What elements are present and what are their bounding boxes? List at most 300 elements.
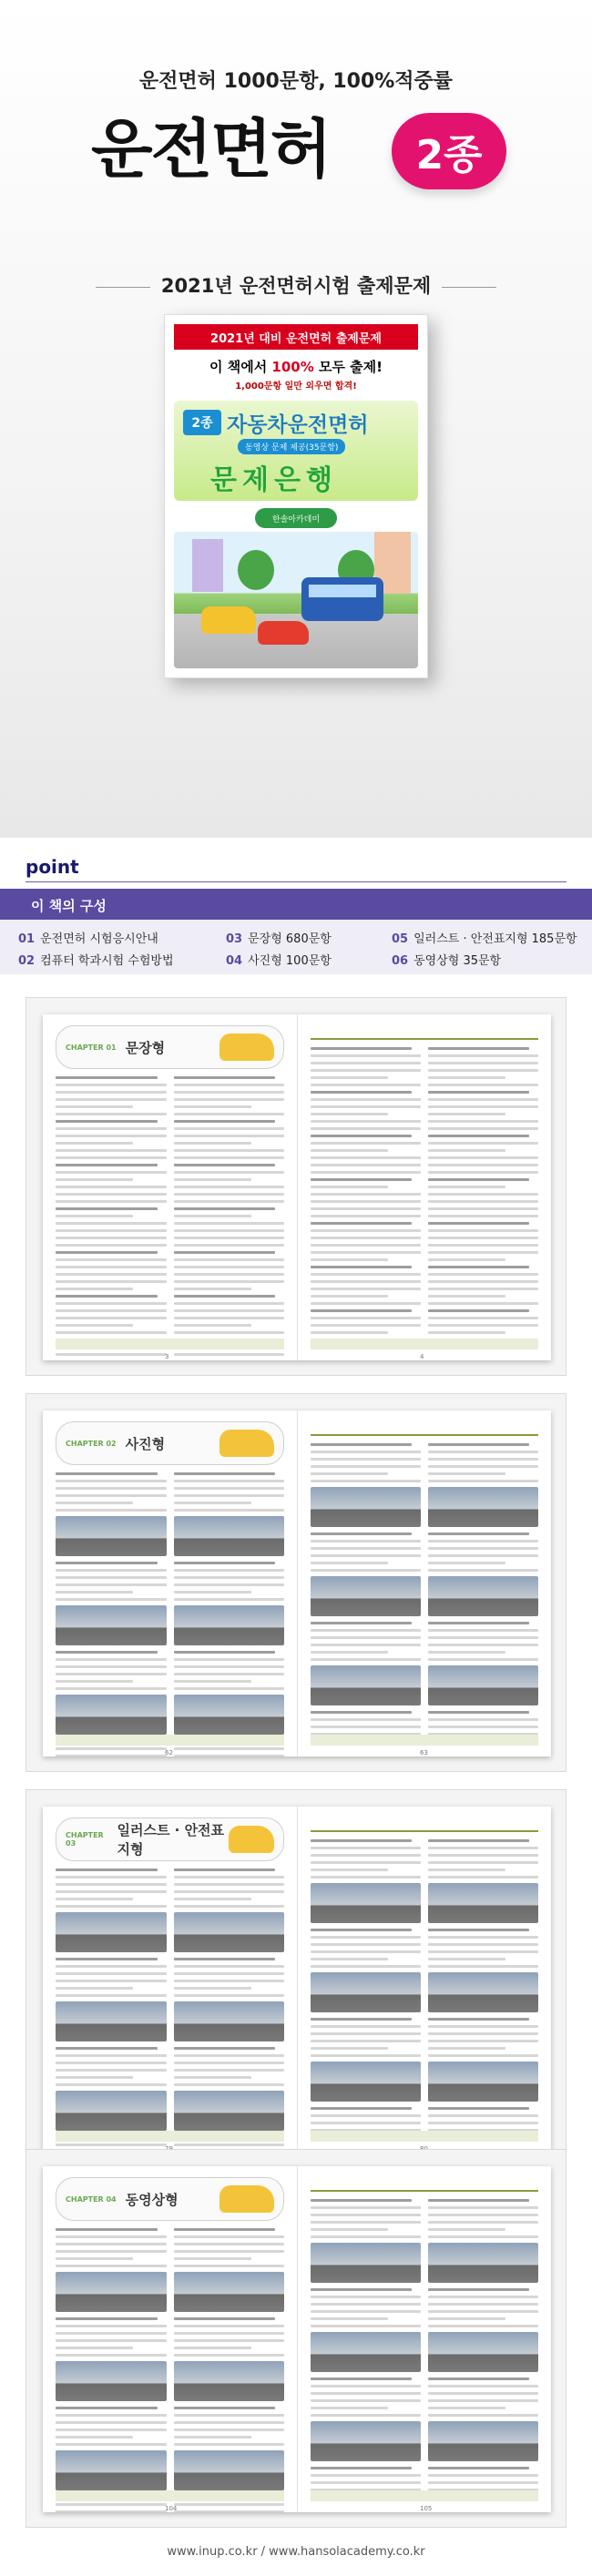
chapter-number: CHAPTER 01: [66, 1043, 117, 1052]
text-line: [56, 1687, 167, 1690]
text-line: [311, 2317, 388, 2320]
right-page: [297, 1807, 551, 2153]
text-line: [311, 2018, 412, 2021]
text-line: [56, 1120, 158, 1123]
text-line: [174, 2407, 276, 2409]
text-line: [174, 2428, 285, 2431]
question-photo: [311, 2243, 421, 2283]
text-line: [174, 1273, 285, 1276]
page-number: 105: [420, 2505, 433, 2512]
text-line: [428, 2221, 538, 2224]
text-line: [174, 1651, 276, 1654]
text-line: [174, 1472, 276, 1475]
cover-subline: 1,000문항 일만 외우면 합격!: [235, 382, 357, 392]
text-line: [311, 2377, 412, 2380]
text-line: [174, 1658, 285, 1661]
text-line: [56, 1156, 167, 1159]
left-page: [43, 1410, 297, 1756]
text-line: [311, 1331, 388, 1334]
text-line: [56, 1127, 167, 1130]
question-column: [174, 1868, 285, 2153]
text-line: [311, 1258, 388, 1261]
text-line: [428, 1569, 538, 1572]
text-line: [428, 1839, 529, 1842]
text-line: [428, 1651, 505, 1654]
text-line: [174, 1258, 285, 1261]
car-illustration: [229, 1826, 274, 1853]
text-line: [174, 1317, 285, 1319]
text-line: [174, 1598, 285, 1601]
text-line: [428, 1465, 538, 1468]
text-line: [56, 1222, 167, 1225]
text-line: [428, 2296, 538, 2298]
text-line: [56, 2069, 167, 2072]
text-line: [174, 1987, 251, 1990]
text-line: [428, 2303, 538, 2306]
text-line: [311, 1324, 421, 1327]
question-photo: [56, 2450, 167, 2490]
text-line: [428, 1113, 505, 1115]
question-column: [174, 1076, 285, 1360]
text-line: [311, 1540, 421, 1543]
text-line: [56, 1142, 133, 1145]
question-column: [56, 1076, 167, 1360]
text-line: [311, 1113, 388, 1115]
text-line: [311, 1569, 421, 1572]
text-line: [311, 1186, 388, 1188]
item-number: 04: [226, 954, 243, 968]
text-line: [56, 1747, 167, 1750]
text-line: [56, 1353, 167, 1356]
hero-subtitle: 운전면허 1000문항, 100%적중률: [138, 70, 454, 93]
text-line: [428, 1280, 538, 1283]
text-line: [56, 1562, 158, 1564]
text-line: [428, 1324, 538, 1327]
text-line: [56, 2062, 167, 2064]
text-line: [56, 1591, 133, 1593]
text-line: [311, 2221, 421, 2224]
text-line: [311, 1280, 421, 1283]
page-footer: [56, 2131, 284, 2142]
text-line: [428, 1229, 538, 1232]
question-photo: [56, 1695, 167, 1735]
text-line: [428, 1644, 538, 1646]
item-number: 02: [18, 954, 36, 968]
text-line: [311, 1156, 421, 1159]
chapter-number: CHAPTER 04: [66, 2194, 117, 2204]
tree-illustration: [238, 550, 274, 590]
text-line: [56, 1472, 158, 1475]
text-line: [56, 1171, 167, 1174]
text-line: [428, 2032, 538, 2035]
text-line: [311, 1047, 412, 1050]
text-line: [428, 2414, 538, 2417]
text-line: [174, 1244, 285, 1247]
text-line: [174, 1309, 285, 1312]
text-line: [428, 1317, 538, 1319]
text-line: [174, 1127, 285, 1130]
text-line: [56, 1098, 167, 1101]
question-photo: [311, 2421, 421, 2461]
text-line: [428, 1098, 538, 1101]
question-photo: [56, 2091, 167, 2131]
chapter-header: [56, 1817, 284, 1861]
text-line: [428, 1069, 538, 1072]
text-line: [174, 1105, 251, 1108]
question-photo: [174, 2001, 285, 2041]
item-text: 운전면허 시험응시안내: [40, 932, 158, 946]
text-line: [56, 1164, 158, 1166]
text-line: [56, 1266, 167, 1268]
text-line: [174, 2054, 285, 2057]
text-line: [428, 1480, 538, 1482]
question-column: [311, 1839, 421, 2136]
text-line: [56, 2347, 133, 2349]
text-line: [428, 1726, 538, 1728]
question-column: [56, 1472, 167, 1756]
text-line: [56, 1288, 133, 1290]
text-line: [56, 2407, 158, 2409]
text-line: [174, 1502, 251, 1504]
text-line: [56, 1480, 167, 1482]
text-line: [428, 2392, 538, 2395]
page-footer: [311, 1735, 538, 1746]
question-photo: [174, 2272, 285, 2312]
text-line: [174, 1207, 276, 1210]
text-line: [174, 2421, 285, 2424]
text-line: [428, 1200, 538, 1203]
text-line: [428, 1958, 505, 1960]
text-line: [428, 1091, 529, 1094]
point-heading: 이 책의 구성: [0, 889, 592, 920]
text-line: [56, 1972, 167, 1975]
text-line: [174, 1876, 285, 1879]
text-line: [428, 2107, 529, 2110]
question-column: [174, 2228, 285, 2512]
page-number: 62: [165, 1749, 173, 1756]
text-line: [428, 1302, 538, 1305]
text-line: [311, 1472, 388, 1475]
question-photo: [428, 2062, 538, 2102]
running-header: [311, 1025, 538, 1040]
text-line: [428, 1861, 538, 1864]
text-line: [428, 1451, 538, 1453]
text-line: [311, 1622, 412, 1624]
list-item: [392, 929, 577, 946]
book-spread: [43, 1014, 551, 1360]
text-line: [56, 1958, 158, 1960]
text-line: [311, 1629, 421, 1632]
text-line: [311, 1142, 421, 1145]
question-columns: [311, 2199, 538, 2496]
text-line: [56, 1665, 167, 1668]
text-line: [56, 2243, 167, 2245]
hero-title: 운전면허: [91, 112, 331, 187]
text-line: [174, 1583, 285, 1586]
text-line: [56, 2143, 167, 2146]
question-photo: [311, 1883, 421, 1923]
text-line: [311, 1207, 421, 1210]
question-column: [311, 1443, 421, 1740]
text-line: [56, 2325, 167, 2327]
text-line: [56, 2317, 158, 2320]
book-spread: [43, 2166, 551, 2512]
text-line: [428, 1258, 505, 1261]
text-line: [311, 1936, 421, 1939]
text-line: [311, 1193, 421, 1196]
item-text: 사진형 100문항: [248, 954, 332, 968]
text-line: [56, 1331, 167, 1334]
text-line: [311, 2032, 421, 2035]
text-line: [428, 2474, 538, 2477]
chapter-title: 사진형: [125, 1435, 166, 1452]
text-line: [311, 1127, 421, 1130]
text-line: [56, 2250, 167, 2253]
text-line: [428, 2317, 505, 2320]
text-line: [311, 2235, 421, 2238]
text-line: [311, 2325, 421, 2327]
text-line: [174, 2436, 251, 2439]
text-line: [56, 1965, 167, 1968]
point-label: point: [26, 856, 79, 878]
question-photo: [428, 2243, 538, 2283]
text-line: [428, 1237, 538, 1239]
text-line: [56, 1084, 167, 1086]
text-line: [311, 1465, 421, 1468]
question-columns: [56, 2228, 284, 2512]
text-line: [56, 2421, 167, 2424]
text-line: [56, 1576, 167, 1579]
text-line: [428, 1929, 529, 1931]
text-line: [428, 2235, 538, 2238]
text-line: [428, 1120, 538, 1123]
text-line: [174, 2250, 285, 2253]
item-number: 06: [392, 954, 409, 968]
text-line: [174, 2228, 276, 2231]
text-line: [56, 1091, 167, 1094]
text-line: [56, 1309, 167, 1312]
text-line: [174, 1905, 285, 1908]
text-line: [56, 1135, 167, 1137]
running-header: [311, 1421, 538, 1436]
cover-title-panel: [174, 401, 418, 501]
text-line: [56, 1244, 167, 1247]
text-line: [174, 1186, 285, 1188]
text-line: [311, 1861, 421, 1864]
car-illustration: [219, 1033, 274, 1061]
text-line: [56, 1583, 167, 1586]
text-line: [428, 1965, 538, 1968]
question-column: [56, 2228, 167, 2512]
text-line: [56, 1502, 133, 1504]
cover-headline: [165, 357, 427, 376]
text-line: [56, 2265, 167, 2267]
text-line: [311, 2296, 421, 2298]
page-spread: [26, 997, 566, 1376]
cover-title: 자동차운전면허: [227, 413, 369, 437]
text-line: [174, 2510, 285, 2512]
divider: [26, 881, 566, 882]
left-page: [43, 2166, 297, 2512]
cover-grade: 2종: [183, 410, 221, 435]
text-line: [174, 1569, 285, 1572]
text-line: [428, 2377, 529, 2380]
text-line: [428, 1215, 538, 1217]
text-line: [56, 1178, 133, 1181]
item-text: 동영상형 35문항: [413, 954, 502, 968]
text-line: [428, 1950, 538, 1953]
text-line: [56, 1598, 167, 1601]
text-line: [428, 1054, 538, 1057]
text-line: [174, 1193, 285, 1196]
book-spread: [43, 1410, 551, 1756]
text-line: [174, 2047, 276, 2050]
text-line: [428, 1142, 538, 1145]
text-line: [311, 2054, 421, 2057]
text-line: [311, 1237, 421, 1239]
text-line: [174, 2235, 285, 2238]
text-line: [428, 1562, 505, 1564]
text-line: [428, 2228, 505, 2231]
question-photo: [56, 2272, 167, 2312]
text-line: [311, 1480, 421, 1482]
page-footer: [311, 2131, 538, 2142]
text-line: [311, 2407, 388, 2409]
text-line: [56, 2354, 167, 2357]
list-item: [226, 929, 332, 946]
left-page: [43, 1807, 297, 2153]
text-line: [56, 1258, 167, 1261]
question-photo: [174, 1605, 285, 1645]
text-line: [428, 1084, 538, 1086]
text-line: [174, 1509, 285, 1512]
right-page: [297, 2166, 551, 2512]
text-line: [311, 2399, 421, 2402]
text-line: [428, 1171, 538, 1174]
text-line: [56, 1876, 167, 1879]
text-line: [428, 1629, 538, 1632]
text-line: [174, 1280, 285, 1283]
text-line: [311, 1222, 412, 1225]
question-photo: [428, 2332, 538, 2372]
text-line: [311, 2288, 412, 2291]
text-line: [56, 1651, 158, 1654]
text-line: [174, 1084, 285, 1086]
text-line: [311, 1943, 421, 1946]
text-line: [174, 1120, 276, 1123]
text-line: [428, 1273, 538, 1276]
text-line: [174, 1288, 251, 1290]
text-line: [311, 1302, 421, 1305]
text-line: [428, 2122, 538, 2124]
building-illustration: [192, 539, 223, 592]
text-line: [56, 2428, 167, 2431]
text-line: [428, 1105, 538, 1108]
question-columns: [311, 1047, 538, 1353]
text-line: [174, 1747, 285, 1750]
text-line: [56, 2047, 158, 2050]
text-line: [174, 1562, 276, 1564]
text-line: [428, 1207, 538, 1210]
item-number: 05: [392, 932, 409, 946]
question-photo: [56, 2001, 167, 2041]
text-line: [56, 1680, 133, 1683]
text-line: [174, 1487, 285, 1490]
text-line: [174, 1135, 285, 1137]
point-list: [0, 920, 592, 974]
question-photo: [56, 1912, 167, 1952]
chapter-number: CHAPTER 02: [66, 1439, 117, 1448]
text-line: [428, 2399, 538, 2402]
text-line: [174, 1958, 276, 1960]
text-line: [311, 1062, 421, 1064]
page-spread: [26, 1789, 566, 2168]
text-line: [428, 2467, 529, 2469]
text-line: [174, 2265, 285, 2267]
text-line: [56, 1251, 158, 1254]
text-line: [428, 2025, 538, 2028]
text-line: [428, 1127, 538, 1130]
question-photo: [174, 2450, 285, 2490]
text-line: [311, 1054, 421, 1057]
question-columns: [311, 1443, 538, 1740]
running-header: [311, 1817, 538, 1832]
text-line: [56, 1200, 167, 1203]
text-line: [174, 2062, 285, 2064]
text-line: [311, 1244, 421, 1247]
text-line: [174, 1237, 285, 1239]
question-columns: [56, 1868, 284, 2153]
text-line: [174, 2317, 276, 2320]
text-line: [56, 1673, 167, 1675]
text-line: [428, 2288, 529, 2291]
list-item: [18, 951, 174, 968]
cover-headline-pre: 이 책에서: [209, 359, 272, 375]
bus-illustration: [301, 577, 383, 621]
text-line: [311, 1644, 421, 1646]
text-line: [174, 1113, 285, 1115]
text-line: [56, 1237, 167, 1239]
text-line: [428, 2040, 538, 2042]
text-line: [174, 1687, 285, 1690]
text-line: [174, 1266, 285, 1268]
text-line: [311, 1726, 421, 1728]
text-line: [56, 1868, 158, 1871]
text-line: [428, 1295, 505, 1298]
text-line: [428, 1047, 529, 1050]
text-line: [56, 2054, 167, 2057]
text-line: [428, 2206, 538, 2209]
question-photo: [311, 1972, 421, 2012]
text-line: [174, 1591, 251, 1593]
text-line: [428, 1943, 538, 1946]
text-line: [311, 1658, 421, 1661]
text-line: [56, 1658, 167, 1661]
text-line: [428, 1868, 505, 1871]
text-line: [174, 1665, 285, 1668]
text-line: [56, 1324, 133, 1327]
text-line: [56, 2076, 133, 2079]
text-line: [174, 2503, 285, 2506]
text-line: [311, 1876, 421, 1879]
text-line: [174, 1353, 285, 1356]
text-line: [428, 1135, 529, 1137]
text-line: [174, 1994, 285, 1997]
left-page: [43, 1014, 297, 1360]
text-line: [311, 1958, 388, 1960]
text-line: [174, 2339, 285, 2342]
cover-bank-title: 문제은행: [210, 464, 338, 496]
